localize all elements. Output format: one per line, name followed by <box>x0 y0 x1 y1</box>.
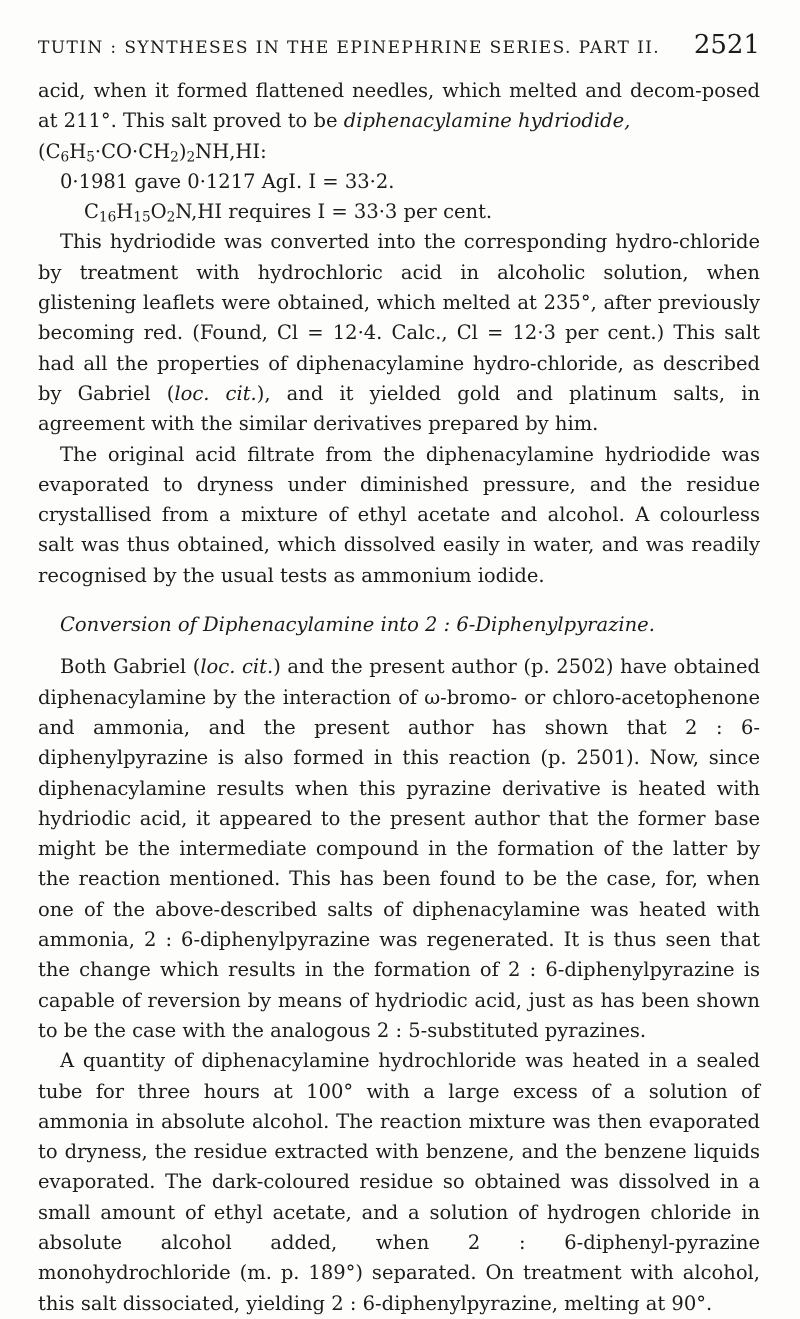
paragraph: Both Gabriel (loc. cit.) and the present author (p. 2502) have obtained diphenacylamine by the interaction of ω-bromo- or chloro-acetophenone and ammonia, and the present author has shown that 2 : 6-diphenylpyrazine is also formed in this reaction (p. 2501). Now, since diphenacylamine results when this pyrazine derivative is heated with hydriodic acid, it appeared to the present author that the former base might be the intermediate compound in the formation of the latter by the reaction mentioned. This has been found to be the case, for, when one of the above-described salts of diphenacylamine was heated with ammonia, 2 : 6-diphenylpyrazine was regenerated. It is thus seen that the change which results in the formation of 2 : 6-diphenylpyrazine is capable of reversion by means of hydriodic acid, just as has been shown to be the case with the analogous 2 : 5-substituted pyrazines. <box>38 655 760 1042</box>
body-text <box>38 76 760 1319</box>
page-number: 2521 <box>693 30 760 60</box>
paragraph: This hydriodide was converted into the corresponding hydro-chloride by treatment with hydrochloric acid in alcoholic solution, when glistening leaflets were obtained, which melted at 235°, after previously becoming red. (Found, Cl = 12·4. Calc., Cl = 12·3 per cent.) This salt had all the properties of diphenacylamine hydro-chloride, as described by Gabriel (loc. cit.), and it yielded gold and platinum salts, in agreement with the similar derivatives prepared by him. <box>38 230 760 436</box>
section-heading: Conversion of Diphenacylamine into 2 : 6-Diphenylpyrazine. <box>60 613 655 637</box>
analysis-calc: $C_{16}H_{15}O_2N,HI$ requires I = 33·3 per cent. <box>84 200 493 226</box>
analysis-found: 0·1981 gave 0·1217 AgI. I = 33·2. <box>60 169 395 193</box>
paragraph: The original acid filtrate from the diphenacylamine hydriodide was evaporated to dryness under diminished pressure, and the residue crystallised from a mixture of ethyl acetate and alcohol. A colourless salt was thus obtained, which dissolved easily in water, and was readily recognised by the usual tests as ammonium iodide. <box>38 442 760 587</box>
compound-name: diphenacylamine hydriodide, <box>343 109 631 133</box>
formula: $(C_6H_5\cdot CO\cdot CH_2)_2NH,HI$: <box>38 139 267 165</box>
paragraph: acid, when it formed flattened needles, which melted and decom-posed at 211°. This salt proved to be diphenacylamine hydriodide, $(C_6H_5\cdot CO\cdot CH_2)_2NH,HI$: <box>38 79 760 165</box>
running-title: TUTIN : SYNTHESES IN THE EPINEPHRINE SERIES. PART II. <box>38 38 661 58</box>
paragraph: A quantity of diphenacylamine hydrochloride was heated in a sealed tube for three hours at 100° with a large excess of a solution of ammonia in absolute alcohol. The reaction mixture was then evaporated to dryness, the residue extracted with benzene, and the benzene liquids evaporated. The dark-coloured residue so obtained was dissolved in a small amount of ethyl acetate, and a solution of hydrogen chloride in absolute alcohol added, when 2 : 6-diphenyl-pyrazine monohydrochloride (m. p. 189°) separated. On treatment with alcohol, this salt dissociated, yielding 2 : 6-diphenylpyrazine, melting at 90°. <box>38 1049 760 1315</box>
running-header <box>38 30 760 60</box>
